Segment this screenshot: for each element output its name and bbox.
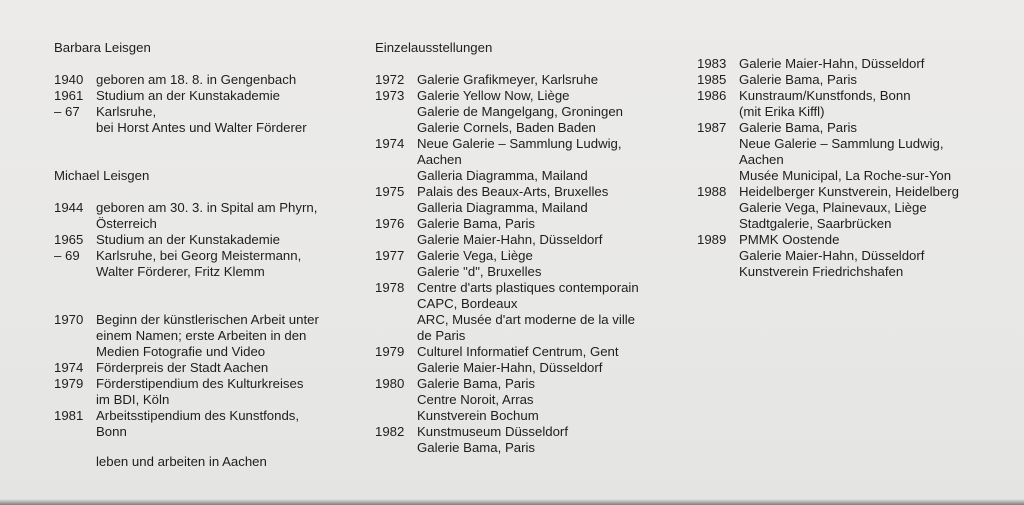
entry-text	[96, 88, 364, 104]
entry-text	[96, 408, 364, 440]
entry-line: Galerie Maier-Hahn, Düsseldorf	[739, 248, 925, 263]
entry-row	[375, 88, 685, 136]
entry-line: Galerie Bama, Paris	[417, 216, 535, 231]
michael-heading: Michael Leisgen	[54, 168, 150, 183]
entry-line: Galerie Cornels, Baden Baden	[417, 120, 596, 135]
exhibitions-heading: Einzelausstellungen	[375, 40, 493, 55]
entry-year: 1944	[54, 200, 84, 215]
entry-year: 1974	[375, 136, 405, 151]
entry-line: ARC, Musée d'art moderne de la ville	[417, 312, 636, 327]
exhibitions-list-1	[375, 72, 685, 456]
entry-line: Galerie Vega, Plainevaux, Liège	[739, 200, 927, 215]
entry-line: Neue Galerie – Sammlung Ludwig,	[739, 136, 944, 151]
entry-text	[739, 120, 1007, 184]
entry-line: de Paris	[417, 328, 466, 343]
entry-year: 1980	[375, 376, 405, 391]
entry-row	[375, 344, 685, 376]
entry-line: CAPC, Bordeaux	[417, 296, 518, 311]
entry-text	[417, 248, 685, 280]
entry-row	[375, 376, 685, 424]
entry-row	[54, 88, 364, 104]
entry-line: Karlsruhe,	[96, 104, 157, 119]
entry-line: Galerie Bama, Paris	[739, 72, 857, 87]
closing-note: leben und arbeiten in Aachen	[96, 454, 267, 469]
entry-row	[54, 200, 364, 232]
entry-line: Kunstverein Friedrichshafen	[739, 264, 904, 279]
entry-line: Culturel Informatief Centrum, Gent	[417, 344, 619, 359]
entry-line: Palais des Beaux-Arts, Bruxelles	[417, 184, 609, 199]
entry-line: Kunstverein Bochum	[417, 408, 539, 423]
entry-line: einem Namen; erste Arbeiten in den	[96, 328, 307, 343]
entry-text	[417, 280, 685, 344]
entry-line: Neue Galerie – Sammlung Ludwig,	[417, 136, 622, 151]
entry-text	[417, 376, 685, 424]
entry-row	[375, 216, 685, 248]
michael-career	[54, 312, 364, 440]
entry-line: Galerie Maier-Hahn, Düsseldorf	[417, 232, 603, 247]
entry-row	[697, 72, 1007, 88]
entry-row	[375, 424, 685, 456]
entry-row	[375, 184, 685, 216]
entry-text	[417, 344, 685, 376]
entry-year: 1975	[375, 184, 405, 199]
entry-row	[54, 104, 364, 136]
entry-year: 1989	[697, 232, 727, 247]
entry-line: geboren am 30. 3. in Spital am Phyrn,	[96, 200, 318, 215]
entry-text	[96, 248, 364, 280]
entry-line: Walter Förderer, Fritz Klemm	[96, 264, 265, 279]
entry-row	[54, 376, 364, 408]
entry-line: Galerie Maier-Hahn, Düsseldorf	[739, 56, 925, 71]
entry-year: 1982	[375, 424, 405, 439]
entry-text	[96, 376, 364, 408]
entry-line: Galerie "d", Bruxelles	[417, 264, 542, 279]
entry-line: Galerie Maier-Hahn, Düsseldorf	[417, 360, 603, 375]
entry-year: 1979	[375, 344, 405, 359]
entry-text	[417, 216, 685, 248]
entry-line: Beginn der künstlerischen Arbeit unter	[96, 312, 319, 327]
entry-line: Kunstmuseum Düsseldorf	[417, 424, 568, 439]
entry-text	[417, 136, 685, 184]
entry-line: Galerie Vega, Liège	[417, 248, 533, 263]
entry-year: 1974	[54, 360, 84, 375]
entry-line: Galerie Yellow Now, Liège	[417, 88, 570, 103]
entry-row	[375, 136, 685, 184]
entry-year: 1983	[697, 56, 727, 71]
entry-text	[96, 312, 364, 360]
entry-year: 1978	[375, 280, 405, 295]
entry-text	[96, 104, 364, 136]
entry-line: Aachen	[739, 152, 784, 167]
entry-year: 1970	[54, 312, 84, 327]
entry-row	[54, 312, 364, 360]
entry-text	[417, 72, 685, 88]
barbara-heading: Barbara Leisgen	[54, 40, 151, 55]
entry-line: Aachen	[417, 152, 462, 167]
entry-row	[697, 56, 1007, 72]
entry-year: – 69	[54, 248, 80, 263]
entry-year: 1972	[375, 72, 405, 87]
entry-row	[54, 408, 364, 440]
entry-text	[739, 232, 1007, 280]
entry-row	[375, 280, 685, 344]
entry-row	[54, 248, 364, 280]
entry-line: Arbeitsstipendium des Kunstfonds,	[96, 408, 300, 423]
entry-line: Studium an der Kunstakademie	[96, 88, 281, 103]
entry-line: Centre Noroit, Arras	[417, 392, 534, 407]
entry-line: Medien Fotografie und Video	[96, 344, 266, 359]
entry-year: 1976	[375, 216, 405, 231]
entry-line: Musée Municipal, La Roche-sur-Yon	[739, 168, 952, 183]
entry-text	[96, 200, 364, 232]
entry-line: Karlsruhe, bei Georg Meistermann,	[96, 248, 302, 263]
entry-line: Galerie Bama, Paris	[739, 120, 857, 135]
barbara-biography	[54, 72, 364, 136]
entry-row	[375, 248, 685, 280]
entry-line: Förderpreis der Stadt Aachen	[96, 360, 269, 375]
entry-line: PMMK Oostende	[739, 232, 840, 247]
entry-line: geboren am 18. 8. in Gengenbach	[96, 72, 297, 87]
entry-line: Heidelberger Kunstverein, Heidelberg	[739, 184, 959, 199]
biography-column	[54, 40, 364, 470]
entry-year: 1986	[697, 88, 727, 103]
entry-row	[697, 232, 1007, 280]
michael-biography	[54, 200, 364, 280]
entry-year: – 67	[54, 104, 80, 119]
entry-text	[96, 232, 364, 248]
entry-line: Galerie Bama, Paris	[417, 376, 535, 391]
entry-year: 1973	[375, 88, 405, 103]
entry-text	[96, 360, 364, 376]
entry-text	[417, 88, 685, 136]
entry-line: Galerie de Mangelgang, Groningen	[417, 104, 624, 119]
entry-year: 1981	[54, 408, 84, 423]
entry-line: Kunstraum/Kunstfonds, Bonn	[739, 88, 911, 103]
entry-line: Galerie Bama, Paris	[417, 440, 535, 455]
entry-year: 1985	[697, 72, 727, 87]
entry-row	[697, 184, 1007, 232]
entry-row	[697, 88, 1007, 120]
entry-text	[739, 88, 1007, 120]
entry-line: (mit Erika Kiffl)	[739, 104, 825, 119]
exhibitions-column-2	[697, 56, 1007, 280]
page-edge-shadow	[0, 499, 1024, 505]
entry-year: 1977	[375, 248, 405, 263]
entry-year: 1940	[54, 72, 84, 87]
entry-year: 1987	[697, 120, 727, 135]
entry-text	[739, 184, 1007, 232]
entry-text	[739, 72, 1007, 88]
entry-text	[96, 72, 364, 88]
entry-line: Förderstipendium des Kulturkreises	[96, 376, 304, 391]
entry-year: 1961	[54, 88, 84, 103]
entry-year: 1988	[697, 184, 727, 199]
exhibitions-column-1	[375, 40, 685, 456]
entry-row	[375, 72, 685, 88]
entry-row	[54, 72, 364, 88]
entry-line: Galleria Diagramma, Mailand	[417, 200, 588, 215]
entry-line: Stadtgalerie, Saarbrücken	[739, 216, 892, 231]
entry-line: Bonn	[96, 424, 127, 439]
entry-line: Galleria Diagramma, Mailand	[417, 168, 588, 183]
entry-line: bei Horst Antes und Walter Förderer	[96, 120, 307, 135]
entry-row	[54, 232, 364, 248]
entry-line: im BDI, Köln	[96, 392, 170, 407]
entry-text	[739, 56, 1007, 72]
entry-text	[417, 424, 685, 456]
entry-line: Galerie Grafikmeyer, Karlsruhe	[417, 72, 599, 87]
entry-text	[417, 184, 685, 216]
entry-line: Centre d'arts plastiques contemporain	[417, 280, 639, 295]
exhibitions-list-2	[697, 56, 1007, 280]
entry-line: Österreich	[96, 216, 157, 231]
entry-row	[697, 120, 1007, 184]
entry-line: Studium an der Kunstakademie	[96, 232, 281, 247]
entry-year: 1965	[54, 232, 84, 247]
entry-row	[54, 360, 364, 376]
entry-year: 1979	[54, 376, 84, 391]
